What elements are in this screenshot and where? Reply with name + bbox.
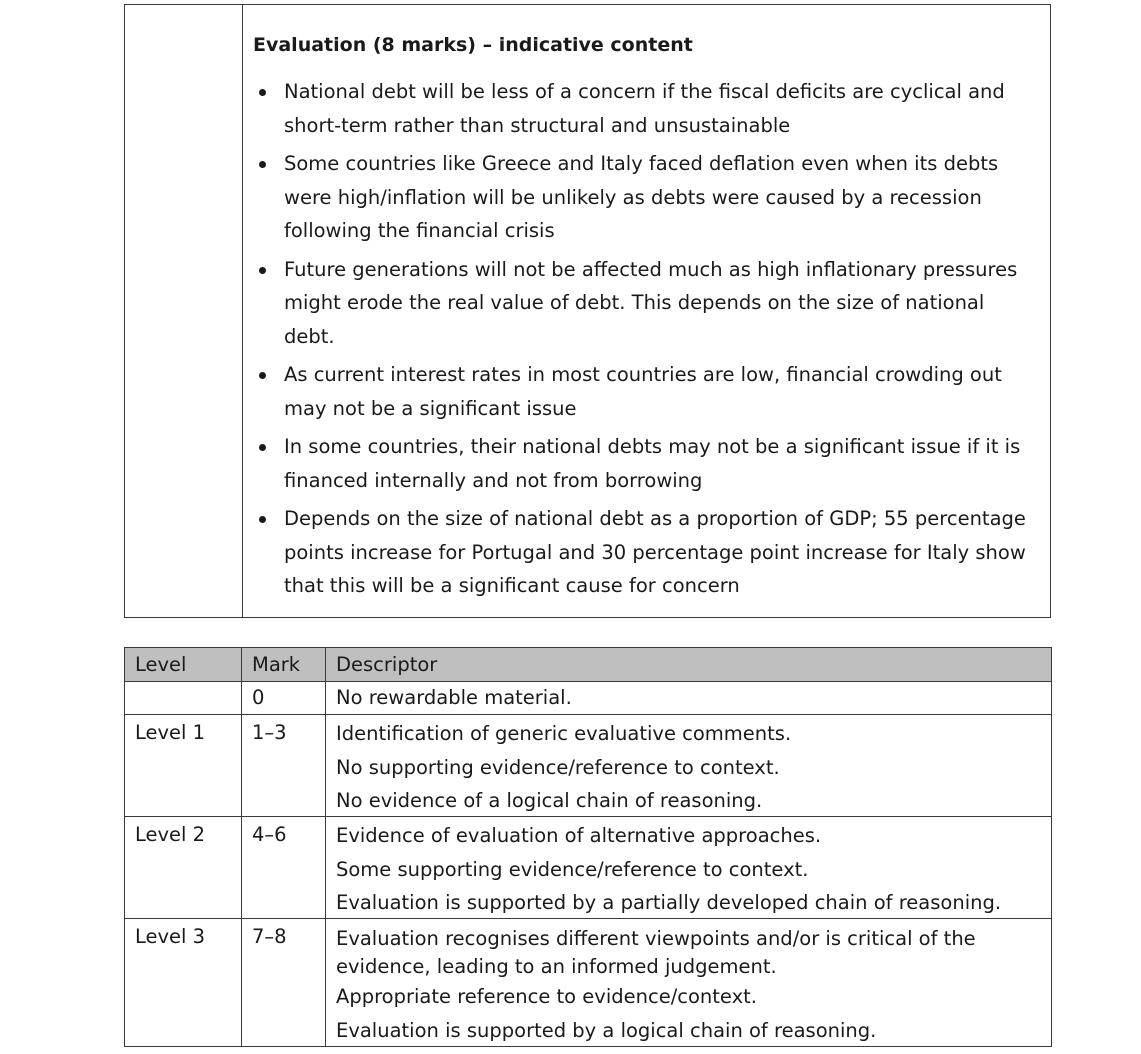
- level-cell: [125, 682, 242, 715]
- level-cell: Level 3: [125, 919, 242, 1047]
- mark-cell: 7–8: [242, 919, 326, 1047]
- descriptor-line: Some supporting evidence/reference to context.: [336, 857, 809, 881]
- header-descriptor: Descriptor: [326, 648, 1052, 682]
- descriptor-line: Evaluation is supported by a logical chain of reasoning.: [336, 1018, 877, 1042]
- level-cell: Level 1: [125, 715, 242, 817]
- table-row: [125, 682, 1052, 715]
- descriptor-cell: No rewardable material.: [326, 682, 1052, 715]
- evaluation-point: As current interest rates in most countries are low, financial crowding out may not be a significant issue: [253, 358, 1038, 425]
- descriptor-line: No evidence of a logical chain of reasoning.: [336, 789, 763, 812]
- level-cell: Level 2: [125, 817, 242, 919]
- table-row: [125, 919, 1052, 1047]
- table-row: [125, 715, 1052, 817]
- descriptor-line: Evaluation recognises different viewpoints and/or is critical of the evidence, leading to an informed judgement.: [336, 927, 976, 978]
- evaluation-point: Some countries like Greece and Italy faced deflation even when its debts were high/inflation will be unlikely as debts were caused by a recession following the financial crisis: [253, 147, 1038, 248]
- mark-cell: 1–3: [242, 715, 326, 817]
- mark-cell: 4–6: [242, 817, 326, 919]
- descriptor-line: Identification of generic evaluative comments.: [336, 722, 792, 745]
- indicative-content-box: [124, 4, 1051, 618]
- descriptor-cell: [326, 715, 1052, 817]
- descriptor-line: Appropriate reference to evidence/context.: [336, 985, 757, 1008]
- descriptor-line: No supporting evidence/reference to context.: [336, 755, 780, 779]
- evaluation-heading: Evaluation (8 marks) – indicative content: [253, 34, 693, 56]
- evaluation-point: In some countries, their national debts may not be a significant issue if it is financed internally and not from borrowing: [253, 430, 1038, 497]
- descriptor-line: Evidence of evaluation of alternative approaches.: [336, 824, 822, 847]
- column-divider: [242, 5, 243, 617]
- table-row: [125, 817, 1052, 919]
- descriptor-cell: [326, 919, 1052, 1047]
- header-level: Level: [125, 648, 242, 682]
- evaluation-points-list: [253, 75, 1038, 603]
- table-header-row: [125, 648, 1052, 682]
- evaluation-point: Future generations will not be affected much as high inflationary pressures might erode the real value of debt. This depends on the size of national debt.: [253, 253, 1038, 354]
- evaluation-point: Depends on the size of national debt as a proportion of GDP; 55 percentage points increase for Portugal and 30 percentage point increase for Italy show that this will be a significant cause for concern: [253, 502, 1038, 603]
- evaluation-point: National debt will be less of a concern if the fiscal deficits are cyclical and short-term rather than structural and unsustainable: [253, 75, 1038, 142]
- descriptor-line: Evaluation is supported by a partially developed chain of reasoning.: [336, 891, 1002, 914]
- levels-table: [124, 647, 1052, 1047]
- header-mark: Mark: [242, 648, 326, 682]
- mark-cell: 0: [242, 682, 326, 715]
- indicative-content: [253, 33, 1038, 608]
- descriptor-cell: [326, 817, 1052, 919]
